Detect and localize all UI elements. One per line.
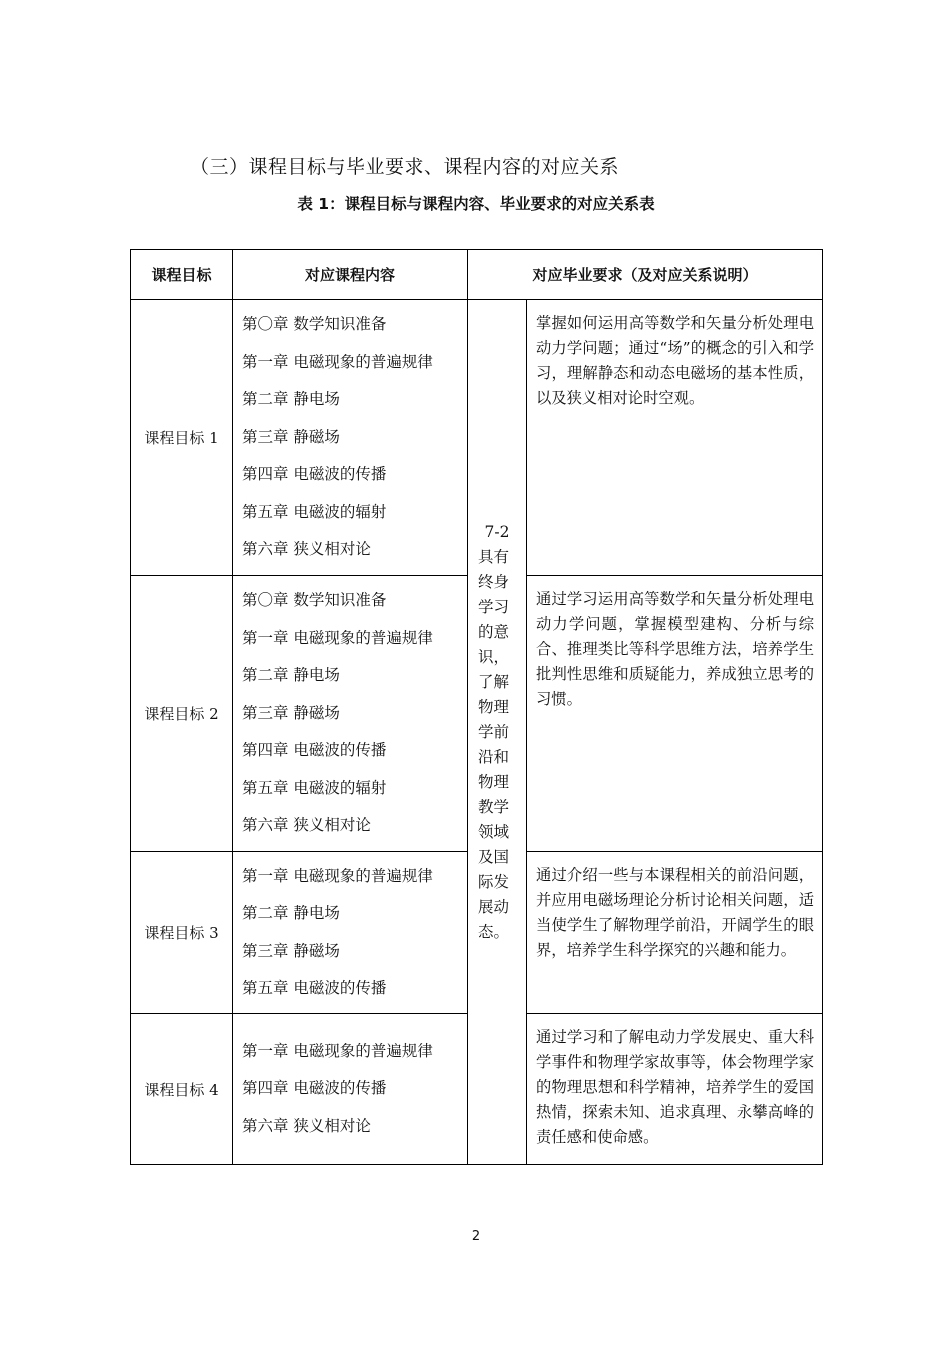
requirement-code: 7-2 <box>484 522 510 541</box>
chapter-item: 第五章 电磁波的辐射 <box>242 778 387 797</box>
chapter-item: 第二章 静电场 <box>242 666 340 685</box>
goal-cell: 课程目标 1 <box>131 300 233 576</box>
content-cell <box>233 300 468 576</box>
explanation-cell: 通过介绍一些与本课程相关的前沿问题，并应用电磁场理论分析讨论相关问题，适当使学生了解物理学前沿，开阔学生的眼界，培养学生科学探究的兴趣和能力。 <box>527 852 823 1014</box>
content-cell <box>233 852 468 1014</box>
header-course-goal: 课程目标 <box>131 250 233 300</box>
chapter-item: 第〇章 数学知识准备 <box>242 591 387 610</box>
chapter-item: 第六章 狭义相对论 <box>242 1116 371 1135</box>
chapter-item: 第六章 狭义相对论 <box>242 540 371 559</box>
chapter-item: 第一章 电磁现象的普遍规律 <box>242 628 433 647</box>
table-caption: 表 1：课程目标与课程内容、毕业要求的对应关系表 <box>297 195 655 213</box>
goal-cell: 课程目标 3 <box>131 852 233 1014</box>
goal-cell: 课程目标 2 <box>131 576 233 852</box>
chapter-item: 第四章 电磁波的传播 <box>242 1079 387 1098</box>
chapter-item: 第三章 静磁场 <box>242 941 340 960</box>
page-number: 2 <box>471 1229 481 1244</box>
chapter-item: 第一章 电磁现象的普遍规律 <box>242 352 433 371</box>
header-course-content: 对应课程内容 <box>233 250 468 300</box>
explanation-cell: 掌握如何运用高等数学和矢量分析处理电动力学问题；通过“场”的概念的引入和学习，理解静态和动态电磁场的基本性质，以及狭义相对论时空观。 <box>527 300 823 576</box>
chapter-item: 第六章 狭义相对论 <box>242 816 371 835</box>
explanation-cell: 通过学习运用高等数学和矢量分析处理电动力学问题，掌握模型建构、分析与综合、推理类比等科学思维方法，培养学生批判性思维和质疑能力，养成独立思考的习惯。 <box>527 576 823 852</box>
chapter-item: 第二章 静电场 <box>242 904 340 922</box>
section-heading: （三）课程目标与毕业要求、课程内容的对应关系 <box>190 156 620 178</box>
requirement-cell <box>468 300 527 1165</box>
chapter-item: 第一章 电磁现象的普遍规律 <box>242 866 433 885</box>
chapter-item: 第五章 电磁波的传播 <box>242 979 387 997</box>
requirement-text: 具有终身学习的意识，了解物理学前沿和物理教学领域及国际发展动态。 <box>478 547 510 941</box>
chapter-item: 第一章 电磁现象的普遍规律 <box>242 1041 433 1060</box>
chapter-item: 第〇章 数学知识准备 <box>242 315 387 334</box>
header-graduation-requirement: 对应毕业要求（及对应关系说明） <box>468 250 823 300</box>
chapter-item: 第四章 电磁波的传播 <box>242 741 387 760</box>
explanation-cell: 通过学习和了解电动力学发展史、重大科学事件和物理学家故事等，体会物理学家的物理思想和科学精神，培养学生的爱国热情，探索未知、追求真理、永攀高峰的责任感和使命感。 <box>527 1014 823 1165</box>
chapter-item: 第三章 静磁场 <box>242 427 340 446</box>
chapter-item: 第五章 电磁波的辐射 <box>242 502 387 521</box>
course-goal-mapping-table <box>130 249 823 1165</box>
table-row <box>131 300 823 576</box>
goal-cell: 课程目标 4 <box>131 1014 233 1165</box>
chapter-item: 第三章 静磁场 <box>242 703 340 722</box>
table-header-row <box>131 250 823 300</box>
content-cell <box>233 576 468 852</box>
content-cell <box>233 1014 468 1165</box>
chapter-item: 第四章 电磁波的传播 <box>242 465 387 484</box>
chapter-item: 第二章 静电场 <box>242 390 340 409</box>
